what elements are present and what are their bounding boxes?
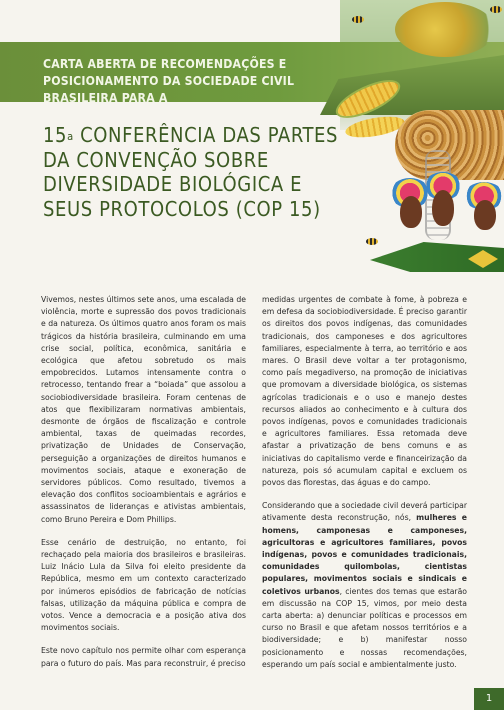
paragraph: Este novo capítulo nos permite olhar com esperança para o futuro do país. Mas para reconstruir, é preciso [41,646,246,668]
paragraph-bold-text: mulheres e homens, camponesas e camponeses, agricultoras e agricultores familiares, povos indígenas, povos e comunidades tradicionais, comunidades quilombolas, cientistas populares, movimentos sociais e sindicais e coletivos urbanos [262,513,467,596]
page-number: 1 [474,688,504,710]
document-title [43,123,343,221]
person-face [400,196,422,228]
right-column [262,294,467,682]
left-column [41,294,246,681]
document-subtitle: CARTA ABERTA DE RECOMENDAÇÕES E POSICIONAMENTO DA SOCIEDADE CIVIL BRASILEIRA PARA A [43,57,295,105]
paragraph: Vivemos, nestes últimos sete anos, uma escalada de violência, morte e supressão dos povos tradicionais e da natureza. Os últimos quatro anos foram os mais trágicos da história brasileira, culminando em uma crise social, política, econômica, sanitária e ecológica que afetou sobretudo os mais empobrecidos. Lutamos intensamente contra o retrocesso, tentando frear a “boiada” que assolou a sociobiodiversidade brasileira. Foram centenas de atos que flexibilizaram normativas ambientais, desmonte de órgãos de fiscalização e controle ambiental, taxas de queimadas recordes, privatização de Unidades de Conservação, perseguição a organizações de direitos humanos e movimentos sociais, ataque e exoneração de servidores públicos. Como resultado, tivemos a elevação dos conflitos socioambientais e agrários e assassinatos de lideranças e ativistas ambientais, como Bruno Pereira e Dom Phillips. [41,295,246,524]
title-text: CONFERÊNCIA DAS PARTES DA CONVENÇÃO SOBRE DIVERSIDADE BIOLÓGICA E SEUS PROTOCOLOS (COP 15) [43,123,339,221]
paragraph: Esse cenário de destruição, no entanto, foi rechaçado pela maioria dos brasileiros e brasileiras. Luiz Inácio Lula da Silva foi eleito presidente da República, mesmo em um contexto caracterizado por inúmeros episódios de fabricação de notícias falsas, utilização da máquina pública e compra de votos. Vence a democracia e a posição ativa dos movimentos sociais. [41,537,246,633]
title-number: 15 [43,123,68,147]
yellow-tree-image [395,2,495,57]
paragraph [262,500,467,671]
paragraph-text: Considerando que a sociedade civil deverá participar ativamente desta reconstrução, nós, [262,501,467,523]
person-face [474,200,496,230]
paragraph-text: , cientes dos temas que estarão em discussão na COP 15, vimos, por meio desta carta aberta: a) denunciar políticas e processos em curso no Brasil e que afetam nossos territórios e a biodiversidade; e b) manifestar nosso posicionamento e nossas recomendações, esperando um país social e ambientalmente justo. [262,586,467,669]
title-ordinal: a [67,130,74,143]
person-face [432,190,454,226]
bee-icon [352,16,364,23]
bee-icon [490,6,502,13]
bee-icon [366,238,378,245]
paragraph: medidas urgentes de combate à fome, à pobreza e em defesa da sociobiodiversidade. É preciso garantir os direitos dos povos indígenas, das comunidades tradicionais, dos camponeses e dos agricultores familiares, especialmente à terra, ao território e aos mares. O Brasil deve voltar a ter protagonismo, como país megadiverso, na promoção de iniciativas que promovam a diversidade biológica, os sistemas agrícolas tradicionais e o uso e manejo destes recursos aliados ao conhecimento e à cultura dos povos indígenas, povos e comunidades tradicionais e agricultores familiares. Essa retomada deve afastar a privatização de bens comuns e as iniciativas do capitalismo verde e financeirização da natureza, pois só acumulam capital e excluem os povos das florestas, das águas e do campo. [262,295,467,488]
